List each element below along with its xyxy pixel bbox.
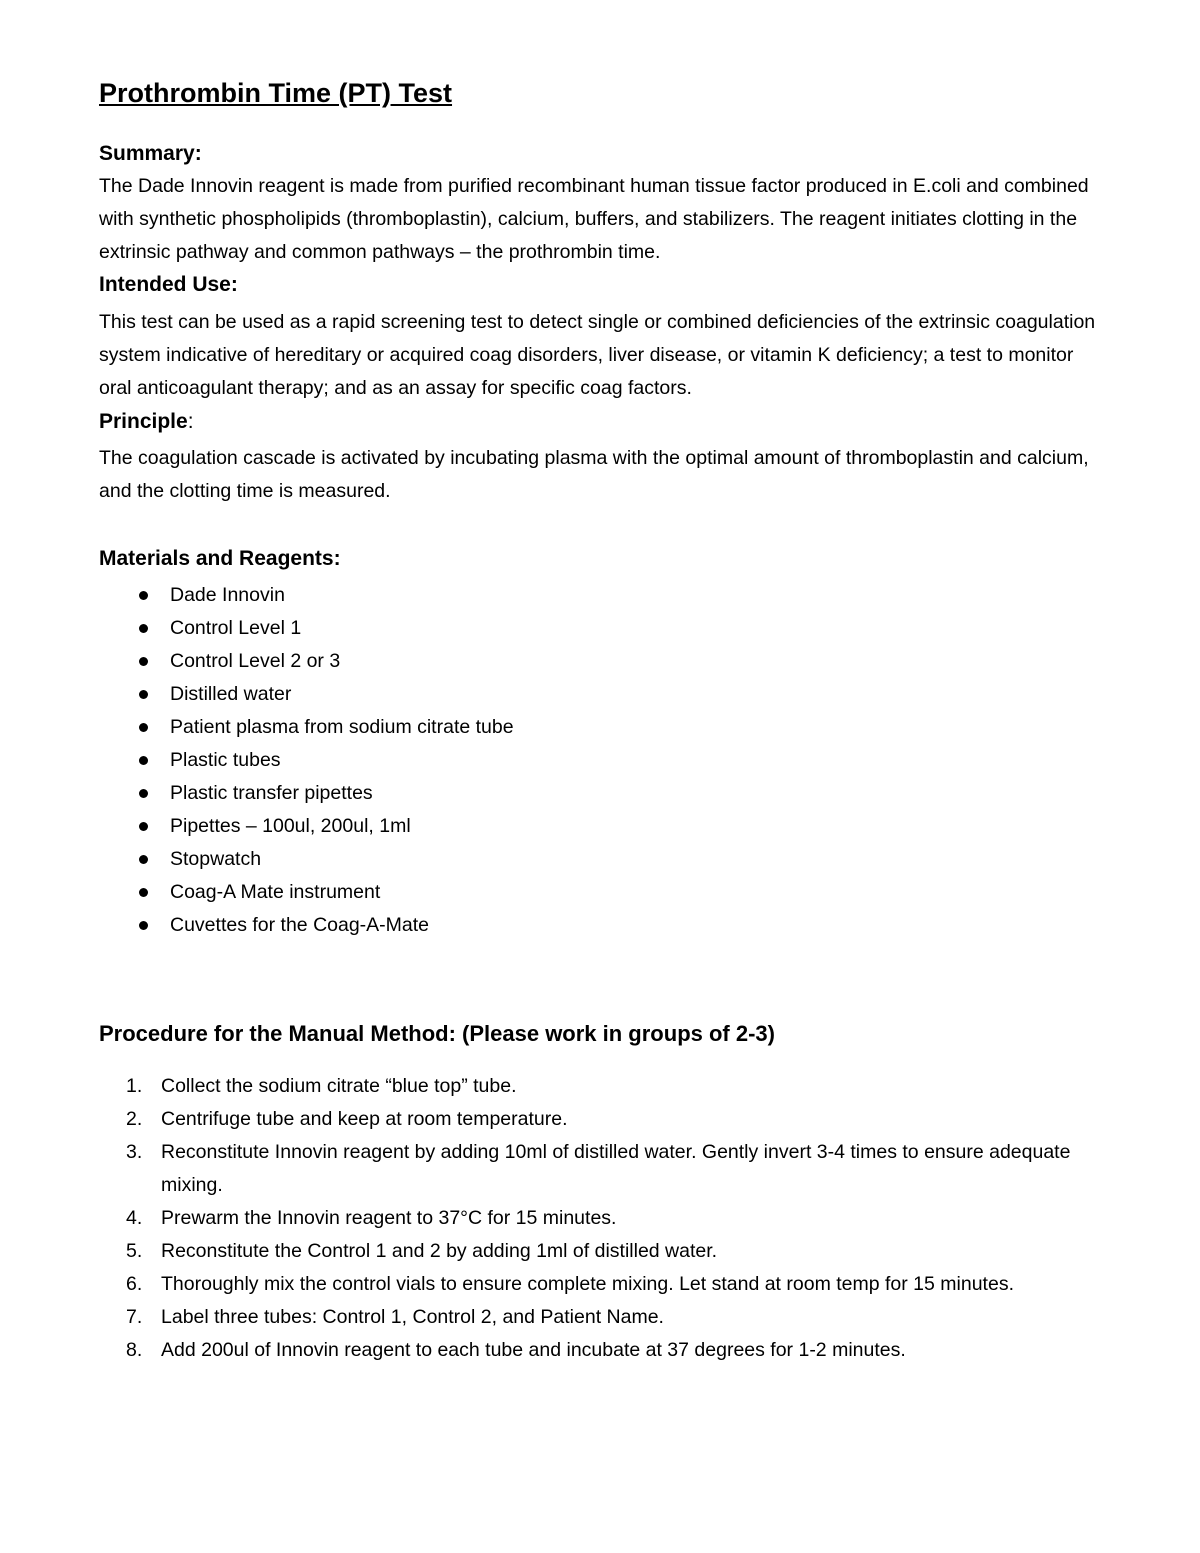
step-number: 8. xyxy=(126,1339,143,1361)
list-item xyxy=(99,909,1109,942)
step-text: Thoroughly mix the control vials to ensure complete mixing. Let stand at room temp for 15 minutes. xyxy=(161,1273,1014,1295)
list-item xyxy=(99,645,1109,678)
bullet-icon xyxy=(139,822,148,831)
list-item xyxy=(99,810,1109,843)
bullet-icon xyxy=(139,624,148,633)
step-number: 2. xyxy=(126,1108,143,1130)
list-item xyxy=(99,843,1109,876)
bullet-icon xyxy=(139,789,148,798)
list-item-text: Control Level 1 xyxy=(170,617,302,639)
step-number: 7. xyxy=(126,1306,143,1328)
list-item xyxy=(99,612,1109,645)
document-page xyxy=(99,74,1109,1367)
bullet-icon xyxy=(139,657,148,666)
summary-text: The Dade Innovin reagent is made from purified recombinant human tissue factor produced in E.coli and combined with synthetic phospholipids (thromboplastin), calcium, buffers, and stabilizers. The reagent initiates clotting in the extrinsic pathway and common pathways – the prothrombin time. xyxy=(99,175,1089,263)
procedure-step xyxy=(99,1301,1109,1334)
step-number: 1. xyxy=(126,1075,143,1097)
list-item-text: Stopwatch xyxy=(170,848,262,870)
list-item xyxy=(99,744,1109,777)
bullet-icon xyxy=(139,690,148,699)
step-number: 4. xyxy=(126,1207,143,1229)
list-item-text: Pipettes – 100ul, 200ul, 1ml xyxy=(170,815,411,837)
procedure-heading: Procedure for the Manual Method: (Please work in groups of 2-3) xyxy=(99,1021,775,1046)
bullet-icon xyxy=(139,888,148,897)
list-item-text: Coag-A Mate instrument xyxy=(170,881,381,903)
bullet-icon xyxy=(139,756,148,765)
step-number: 5. xyxy=(126,1240,143,1262)
procedure-steps xyxy=(99,1070,1109,1367)
summary-heading: Summary: xyxy=(99,142,202,165)
list-item-text: Plastic tubes xyxy=(170,749,281,771)
step-number: 6. xyxy=(126,1273,143,1295)
principle-heading xyxy=(99,407,1109,437)
bullet-icon xyxy=(139,723,148,732)
list-item-text: Control Level 2 or 3 xyxy=(170,650,341,672)
step-text: Add 200ul of Innovin reagent to each tube and incubate at 37 degrees for 1-2 minutes. xyxy=(161,1339,906,1361)
list-item-text: Cuvettes for the Coag-A-Mate xyxy=(170,914,430,936)
step-text: Reconstitute Innovin reagent by adding 10ml of distilled water. Gently invert 3-4 times to ensure adequate mixing. xyxy=(161,1141,1071,1196)
list-item-text: Patient plasma from sodium citrate tube xyxy=(170,716,514,738)
procedure-step xyxy=(99,1136,1109,1202)
procedure-step xyxy=(99,1235,1109,1268)
document-title: Prothrombin Time (PT) Test xyxy=(99,78,453,108)
list-item xyxy=(99,777,1109,810)
intended-use-heading: Intended Use: xyxy=(99,273,238,296)
procedure-step xyxy=(99,1268,1109,1301)
procedure-step xyxy=(99,1202,1109,1235)
list-item xyxy=(99,678,1109,711)
principle-heading-label: Principle xyxy=(99,410,188,433)
procedure-step xyxy=(99,1070,1109,1103)
materials-heading: Materials and Reagents: xyxy=(99,547,341,570)
procedure-step xyxy=(99,1334,1109,1367)
list-item xyxy=(99,876,1109,909)
step-number: 3. xyxy=(126,1141,143,1163)
step-text: Prewarm the Innovin reagent to 37°C for 15 minutes. xyxy=(161,1207,617,1229)
bullet-icon xyxy=(139,591,148,600)
list-item-text: Distilled water xyxy=(170,683,292,705)
procedure-step xyxy=(99,1103,1109,1136)
intended-use-text: This test can be used as a rapid screening test to detect single or combined deficiencies of the extrinsic coagulation system indicative of hereditary or acquired coag disorders, liver disease, or vitamin K deficiency; a test to monitor oral anticoagulant therapy; and as an assay for specific coag factors. xyxy=(99,311,1096,399)
list-item-text: Dade Innovin xyxy=(170,584,285,606)
principle-text: The coagulation cascade is activated by incubating plasma with the optimal amount of thromboplastin and calcium, and the clotting time is measured. xyxy=(99,447,1089,502)
bullet-icon xyxy=(139,921,148,930)
list-item xyxy=(99,711,1109,744)
step-text: Centrifuge tube and keep at room temperature. xyxy=(161,1108,568,1130)
list-item-text: Plastic transfer pipettes xyxy=(170,782,373,804)
list-item xyxy=(99,579,1109,612)
principle-heading-colon: : xyxy=(187,410,194,433)
bullet-icon xyxy=(139,855,148,864)
step-text: Reconstitute the Control 1 and 2 by adding 1ml of distilled water. xyxy=(161,1240,718,1262)
materials-list xyxy=(99,579,1109,942)
step-text: Label three tubes: Control 1, Control 2, and Patient Name. xyxy=(161,1306,664,1328)
step-text: Collect the sodium citrate “blue top” tube. xyxy=(161,1075,517,1097)
